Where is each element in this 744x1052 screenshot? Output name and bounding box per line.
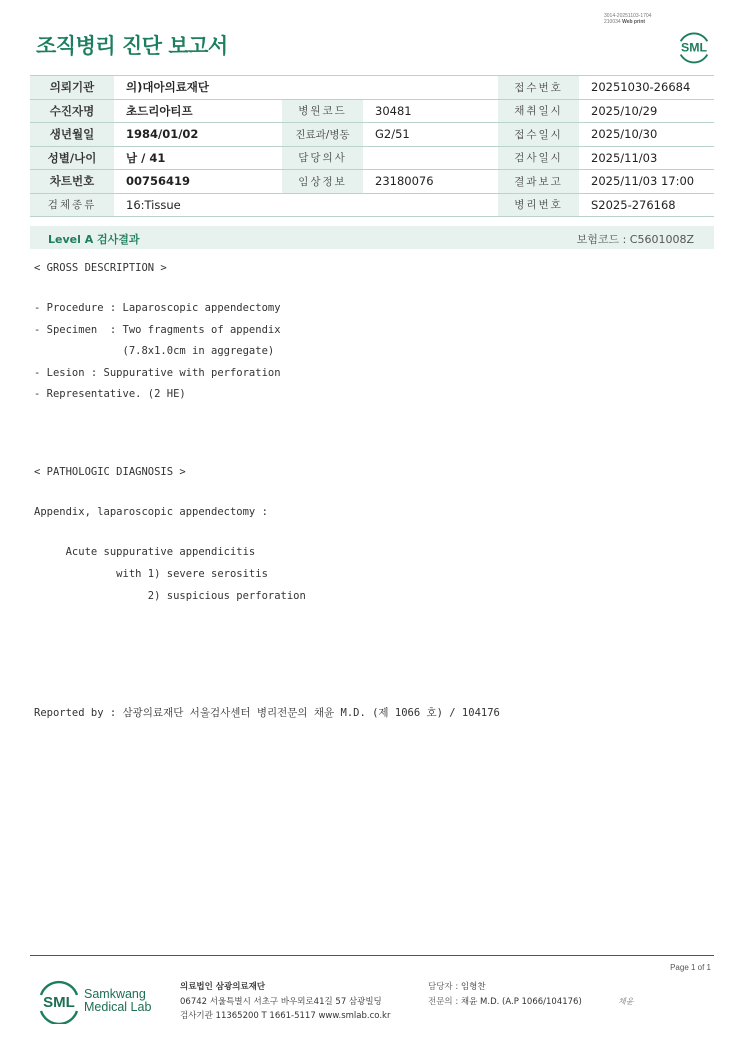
patient-info-table — [30, 75, 714, 217]
label-accession-no: 접수번호 — [498, 76, 579, 100]
chart-no: 00756419 — [114, 170, 282, 194]
label-physician: 담당의사 — [282, 146, 363, 170]
brand-line1: Samkwang — [84, 987, 146, 1001]
info-row — [30, 146, 714, 170]
sml-footer-logo-icon — [36, 978, 82, 1024]
label-department-ward: 진료과/병동 — [282, 123, 363, 147]
document-code-line2: 210034 — [604, 19, 621, 25]
page-title: 조직병리 진단 보고서 — [36, 34, 228, 58]
info-row — [30, 76, 714, 100]
accession-no: 20251030-26684 — [579, 76, 714, 100]
birth-date: 1984/01/02 — [114, 123, 282, 147]
result-level-bar — [30, 226, 714, 249]
reported-by: Reported by : 삼광의료재단 서울검사센터 병리전문의 채윤 M.D. (제 1066 호) / 104176 — [34, 707, 500, 719]
label-patient-name: 수진자명 — [30, 99, 114, 123]
info-row — [30, 193, 714, 217]
insurance-code: 보험코드 : C5601008Z — [576, 233, 694, 246]
sml-logo-icon — [675, 27, 713, 65]
diagnosis-line: 2) suspicious perforation — [34, 590, 306, 602]
footer-organization — [180, 980, 390, 1024]
org-address: 06742 서울특별시 서초구 바우뫼로41길 57 삼광빌딩 — [180, 996, 382, 1007]
footer-divider — [30, 955, 714, 956]
gross-line: (7.8x1.0cm in aggregate) — [34, 345, 275, 357]
diagnosis-line: with 1) severe serositis — [34, 568, 268, 580]
specialist-label: 전문의 : — [428, 996, 459, 1007]
received-date: 2025/10/30 — [579, 123, 714, 147]
gross-line: - Representative. (2 HE) — [34, 388, 186, 400]
gross-description-header: < GROSS DESCRIPTION > — [34, 262, 167, 274]
result-report-date: 2025/11/03 17:00 — [579, 170, 714, 194]
org-name: 의료법인 삼광의료재단 — [180, 982, 266, 992]
document-code-line1: 3014-20251103-1704 — [604, 13, 652, 19]
specimen-type: 16:Tissue — [114, 193, 498, 217]
brand-line2: Medical Lab — [84, 1000, 152, 1014]
department-ward: G2/51 — [363, 123, 498, 147]
collection-date: 2025/10/29 — [579, 99, 714, 123]
staff-label: 담당자 : — [428, 982, 459, 992]
staff-name: 임형찬 — [460, 982, 486, 992]
gross-line: - Lesion : Suppurative with perforation — [34, 366, 281, 379]
label-hospital-code: 병원코드 — [282, 99, 363, 123]
footer-brand — [84, 988, 151, 1014]
document-code — [604, 13, 651, 25]
label-clinical-info: 임상정보 — [282, 170, 363, 194]
signature: 채윤 — [618, 997, 634, 1006]
label-test-date: 검사일시 — [498, 146, 579, 170]
info-row — [30, 170, 714, 194]
sex-age: 남 / 41 — [114, 146, 282, 170]
label-result-report: 결과보고 — [498, 170, 579, 194]
info-row — [30, 123, 714, 147]
footer-staff — [428, 980, 582, 1009]
label-birth-date: 생년월일 — [30, 123, 114, 147]
hospital-code: 30481 — [363, 99, 498, 123]
label-sex-age: 성별/나이 — [30, 146, 114, 170]
label-collection-date: 채취일시 — [498, 99, 579, 123]
level-label: Level A 검사결과 — [48, 233, 140, 246]
label-received-date: 접수일시 — [498, 123, 579, 147]
web-print-label: Web print — [622, 19, 646, 25]
test-date: 2025/11/03 — [579, 146, 714, 170]
requesting-org: 의)대아의료재단 — [114, 76, 498, 100]
physician — [363, 146, 498, 170]
pathology-no: S2025-276168 — [579, 193, 714, 217]
info-row — [30, 99, 714, 123]
specialist-name: 채윤 M.D. (A.P 1066/104176) — [460, 996, 582, 1007]
diagnosis-intro: Appendix, laparoscopic appendectomy : — [34, 506, 268, 518]
gross-line: - Specimen : Two fragments of appendix — [34, 323, 281, 336]
svg-text:SML: SML — [43, 994, 75, 1011]
label-requesting-org: 의뢰기관 — [30, 76, 114, 100]
diagnosis-line: Acute suppurative appendicitis — [34, 546, 256, 558]
org-contact: 검사기관 11365200 T 1661-5117 www.smlab.co.kr — [180, 1011, 391, 1021]
svg-text:SML: SML — [680, 40, 708, 55]
gross-line: - Procedure : Laparoscopic appendectomy — [34, 302, 281, 314]
pathologic-diagnosis-header: < PATHOLOGIC DIAGNOSIS > — [34, 466, 186, 478]
clinical-info: 23180076 — [363, 170, 498, 194]
label-chart-no: 차트번호 — [30, 170, 114, 194]
label-specimen-type: 검체종류 — [30, 193, 114, 217]
patient-name: 초드리아티프 — [114, 99, 282, 123]
label-pathology-no: 병리번호 — [498, 193, 579, 217]
page-number: Page 1 of 1 — [670, 963, 711, 972]
